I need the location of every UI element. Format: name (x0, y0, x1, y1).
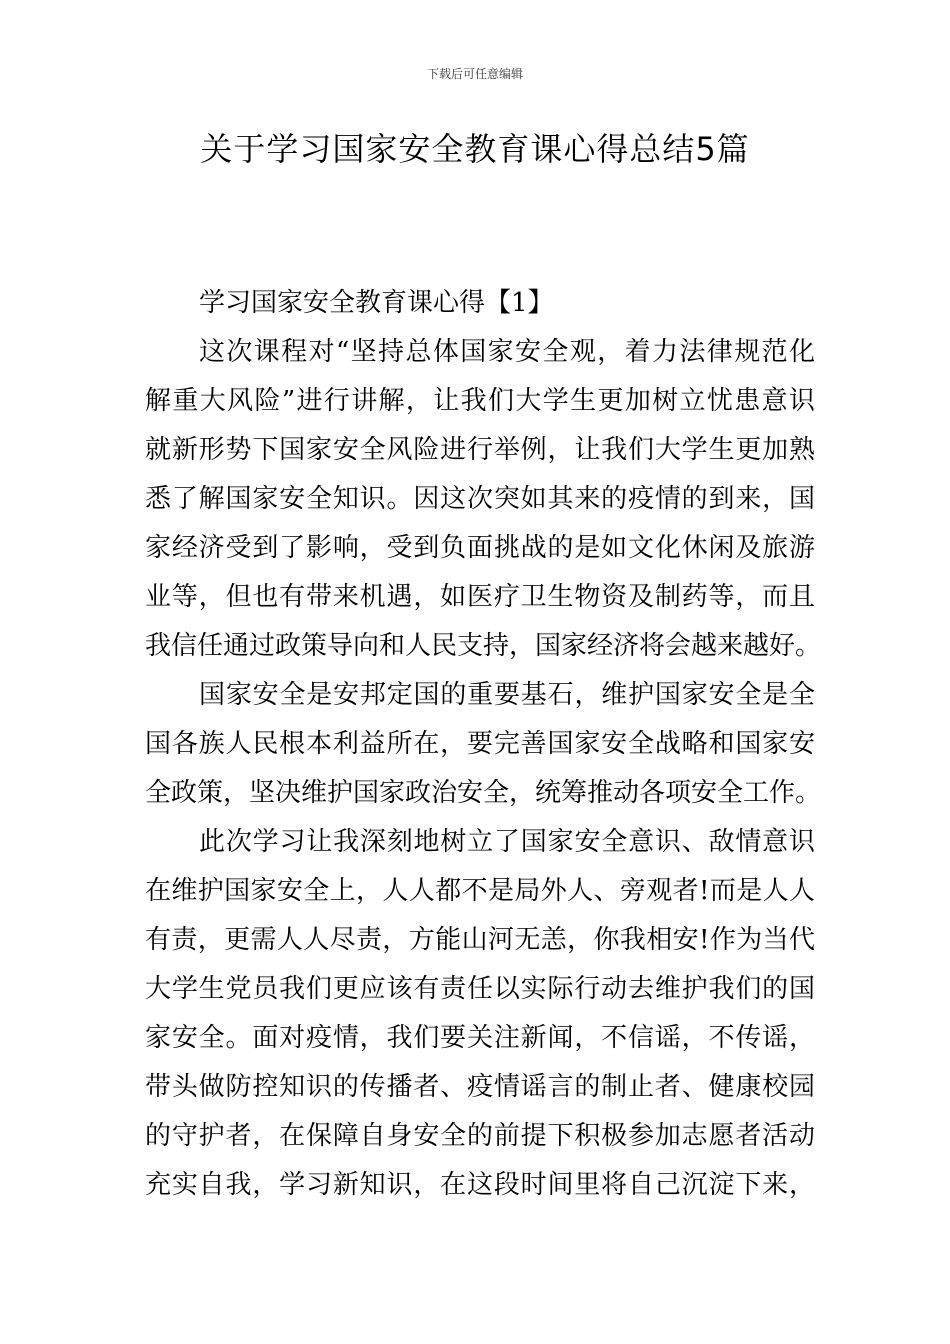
body-line: 家安全。面对疫情，我们要关注新闻，不信谣，不传谣， (145, 1023, 815, 1053)
body-line: 的守护者，在保障自身安全的前提下积极参加志愿者活动 (145, 1121, 815, 1151)
body-line: 解重大风险”进行讲解，让我们大学生更加树立忧患意识 (145, 386, 815, 416)
body-line: 学习国家安全教育课心得【1】 (199, 288, 554, 318)
body-line: 在维护国家安全上，人人都不是局外人、旁观者!而是人人 (145, 876, 815, 906)
body-line: 就新形势下国家安全风险进行举例，让我们大学生更加熟 (145, 435, 815, 465)
body-line: 我信任通过政策导向和人民支持，国家经济将会越来越好。 (145, 631, 822, 661)
body-line: 业等，但也有带来机遇，如医疗卫生物资及制药等，而且 (145, 582, 815, 612)
body-line: 大学生党员我们更应该有责任以实际行动去维护我们的国 (145, 974, 815, 1004)
body-line: 家经济受到了影响，受到负面挑战的是如文化休闲及旅游 (145, 533, 815, 563)
document-body (145, 279, 822, 1210)
body-line: 国家安全是安邦定国的重要基石，维护国家安全是全 (199, 680, 815, 710)
body-line: 这次课程对“坚持总体国家安全观，着力法律规范化 (199, 337, 815, 367)
body-line: 充实自我，学习新知识，在这段时间里将自己沉淀下来， (145, 1170, 815, 1200)
body-line: 悉了解国家安全知识。因这次突如其来的疫情的到来，国 (145, 484, 815, 514)
header-note: 下载后可任意编辑 (426, 67, 523, 81)
body-line: 国各族人民根本利益所在，要完善国家安全战略和国家安 (145, 729, 815, 759)
document-title: 关于学习国家安全教育课心得总结5篇 (200, 130, 750, 168)
body-line: 此次学习让我深刻地树立了国家安全意识、敌情意识 (199, 827, 815, 857)
body-line: 带头做防控知识的传播者、疫情谣言的制止者、健康校园 (145, 1072, 815, 1102)
body-line: 有责，更需人人尽责，方能山河无恙，你我相安!作为当代 (145, 925, 815, 955)
body-line: 全政策，坚决维护国家政治安全，统筹推动各项安全工作。 (145, 778, 822, 808)
